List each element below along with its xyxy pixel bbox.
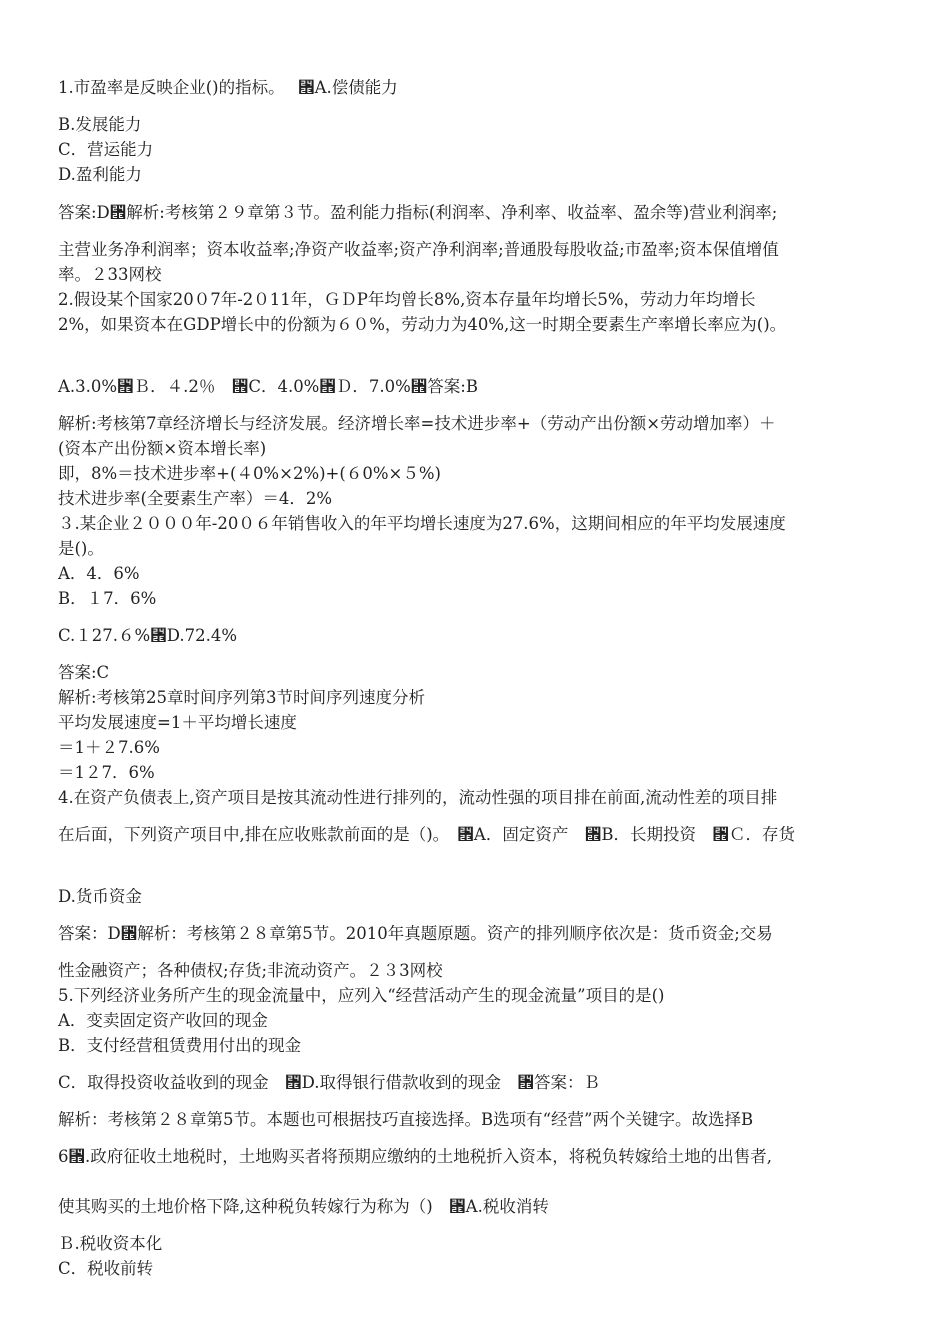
text-line: 1.市盈率是反映企业()的指标。 ␮A.偿债能力 [58,78,398,97]
text-line: 4.在资产负债表上,资产项目是按其流动性进行排列的，流动性强的项目排在前面,流动性差的项目排 [58,788,778,807]
text-line: D.盈利能力 [58,165,142,184]
text-line: 5.下列经济业务所产生的现金流量中，应列入“经营活动产生的现金流量”项目的是() [58,986,665,1005]
text-line: 主营业务净利润率；资本收益率;净资产收益率;资产净利润率;普通股每股收益;市盈率;资本保值增值 [58,240,779,259]
text-line: A.3.0%␮Ｂ．４.2％ ␮C．4.0%␮Ｄ．7.0%␮答案:B [58,377,478,396]
text-line: ＝1２7．6% [58,763,155,782]
text-line: B．１7．6% [58,589,157,608]
text-line: 解析：考核第２８章第5节。本题也可根据技巧直接选择。B选项有“经营”两个关键字。故选择B [58,1110,754,1129]
text-line: 在后面，下列资产项目中,排在应收账款前面的是（)。 ␮A．固定资产 ␮B．长期投资 ␮Ｃ．存货 [58,825,795,844]
text-line: C．营运能力 [58,140,154,159]
text-line: 解析:考核第25章时间序列第3节时间序列速度分析 [58,688,426,707]
text-line: A．变卖固定资产收回的现金 [58,1011,268,1030]
text-line: 解析:考核第7章经济增长与经济发展。经济增长率=技术进步率+（劳动产出份额×劳动增加率）＋ [58,414,776,433]
text-line: 平均发展速度=1＋平均增长速度 [58,713,297,732]
text-line: B．支付经营租赁费用付出的现金 [58,1036,302,1055]
text-line: 答案：D␮解析：考核第２８章第5节。2010年真题原题。资产的排列顺序依次是：货币资金;交易 [58,924,773,943]
text-line: 2%，如果资本在GDP增长中的份额为６０%，劳动力为40%,这一时期全要素生产率增长率应为()。 [58,315,787,334]
text-line: 答案:D␮解析:考核第２９章第３节。盈利能力指标(利润率、净利率、收益率、盈余等)营业利润率; [58,203,778,222]
text-line: 率。２33网校 [58,265,162,284]
text-line: 2.假设某个国家20０7年-2０11年，ＧＤP年均曾长8%,资本存量年均增长5%，劳动力年均增长 [58,290,756,309]
text-line: (资本产出份额×资本增长率) [58,439,267,458]
text-line: 6␮.政府征收土地税时，土地购买者将预期应缴纳的土地税折入资本，将税负转嫁给土地的出售者, [58,1147,772,1166]
text-line: ＝1＋２7.6% [58,738,160,757]
text-line: 性金融资产；各种债权;存货;非流动资产。２３3网校 [58,961,443,980]
text-line: ３.某企业２０００年-20０６年销售收入的年平均增长速度为27.6%，这期间相应的年平均发展速度 [58,514,786,533]
text-line: D.货币资金 [58,887,142,906]
text-line: C.１27.６%␮D.72.4% [58,626,238,645]
text-line: C．税收前转 [58,1259,154,1278]
text-line: A．4．6% [58,564,140,583]
text-line: C．取得投资收益收到的现金 ␮D.取得银行借款收到的现金 ␮答案：Ｂ [58,1073,601,1092]
text-line: B.发展能力 [58,115,142,134]
text-line: 答案:C [58,663,110,682]
text-line: 技术进步率(全要素生产率）＝4．2% [58,489,333,508]
text-line: 使其购买的土地价格下降,这种税负转嫁行为称为（) ␮A.税收消转 [58,1197,549,1216]
text-line: 即，8%＝技术进步率+(４0%×2%)+(６0%×５%) [58,464,441,483]
text-line: Ｂ.税收资本化 [58,1234,163,1253]
text-line: 是()。 [58,539,104,558]
